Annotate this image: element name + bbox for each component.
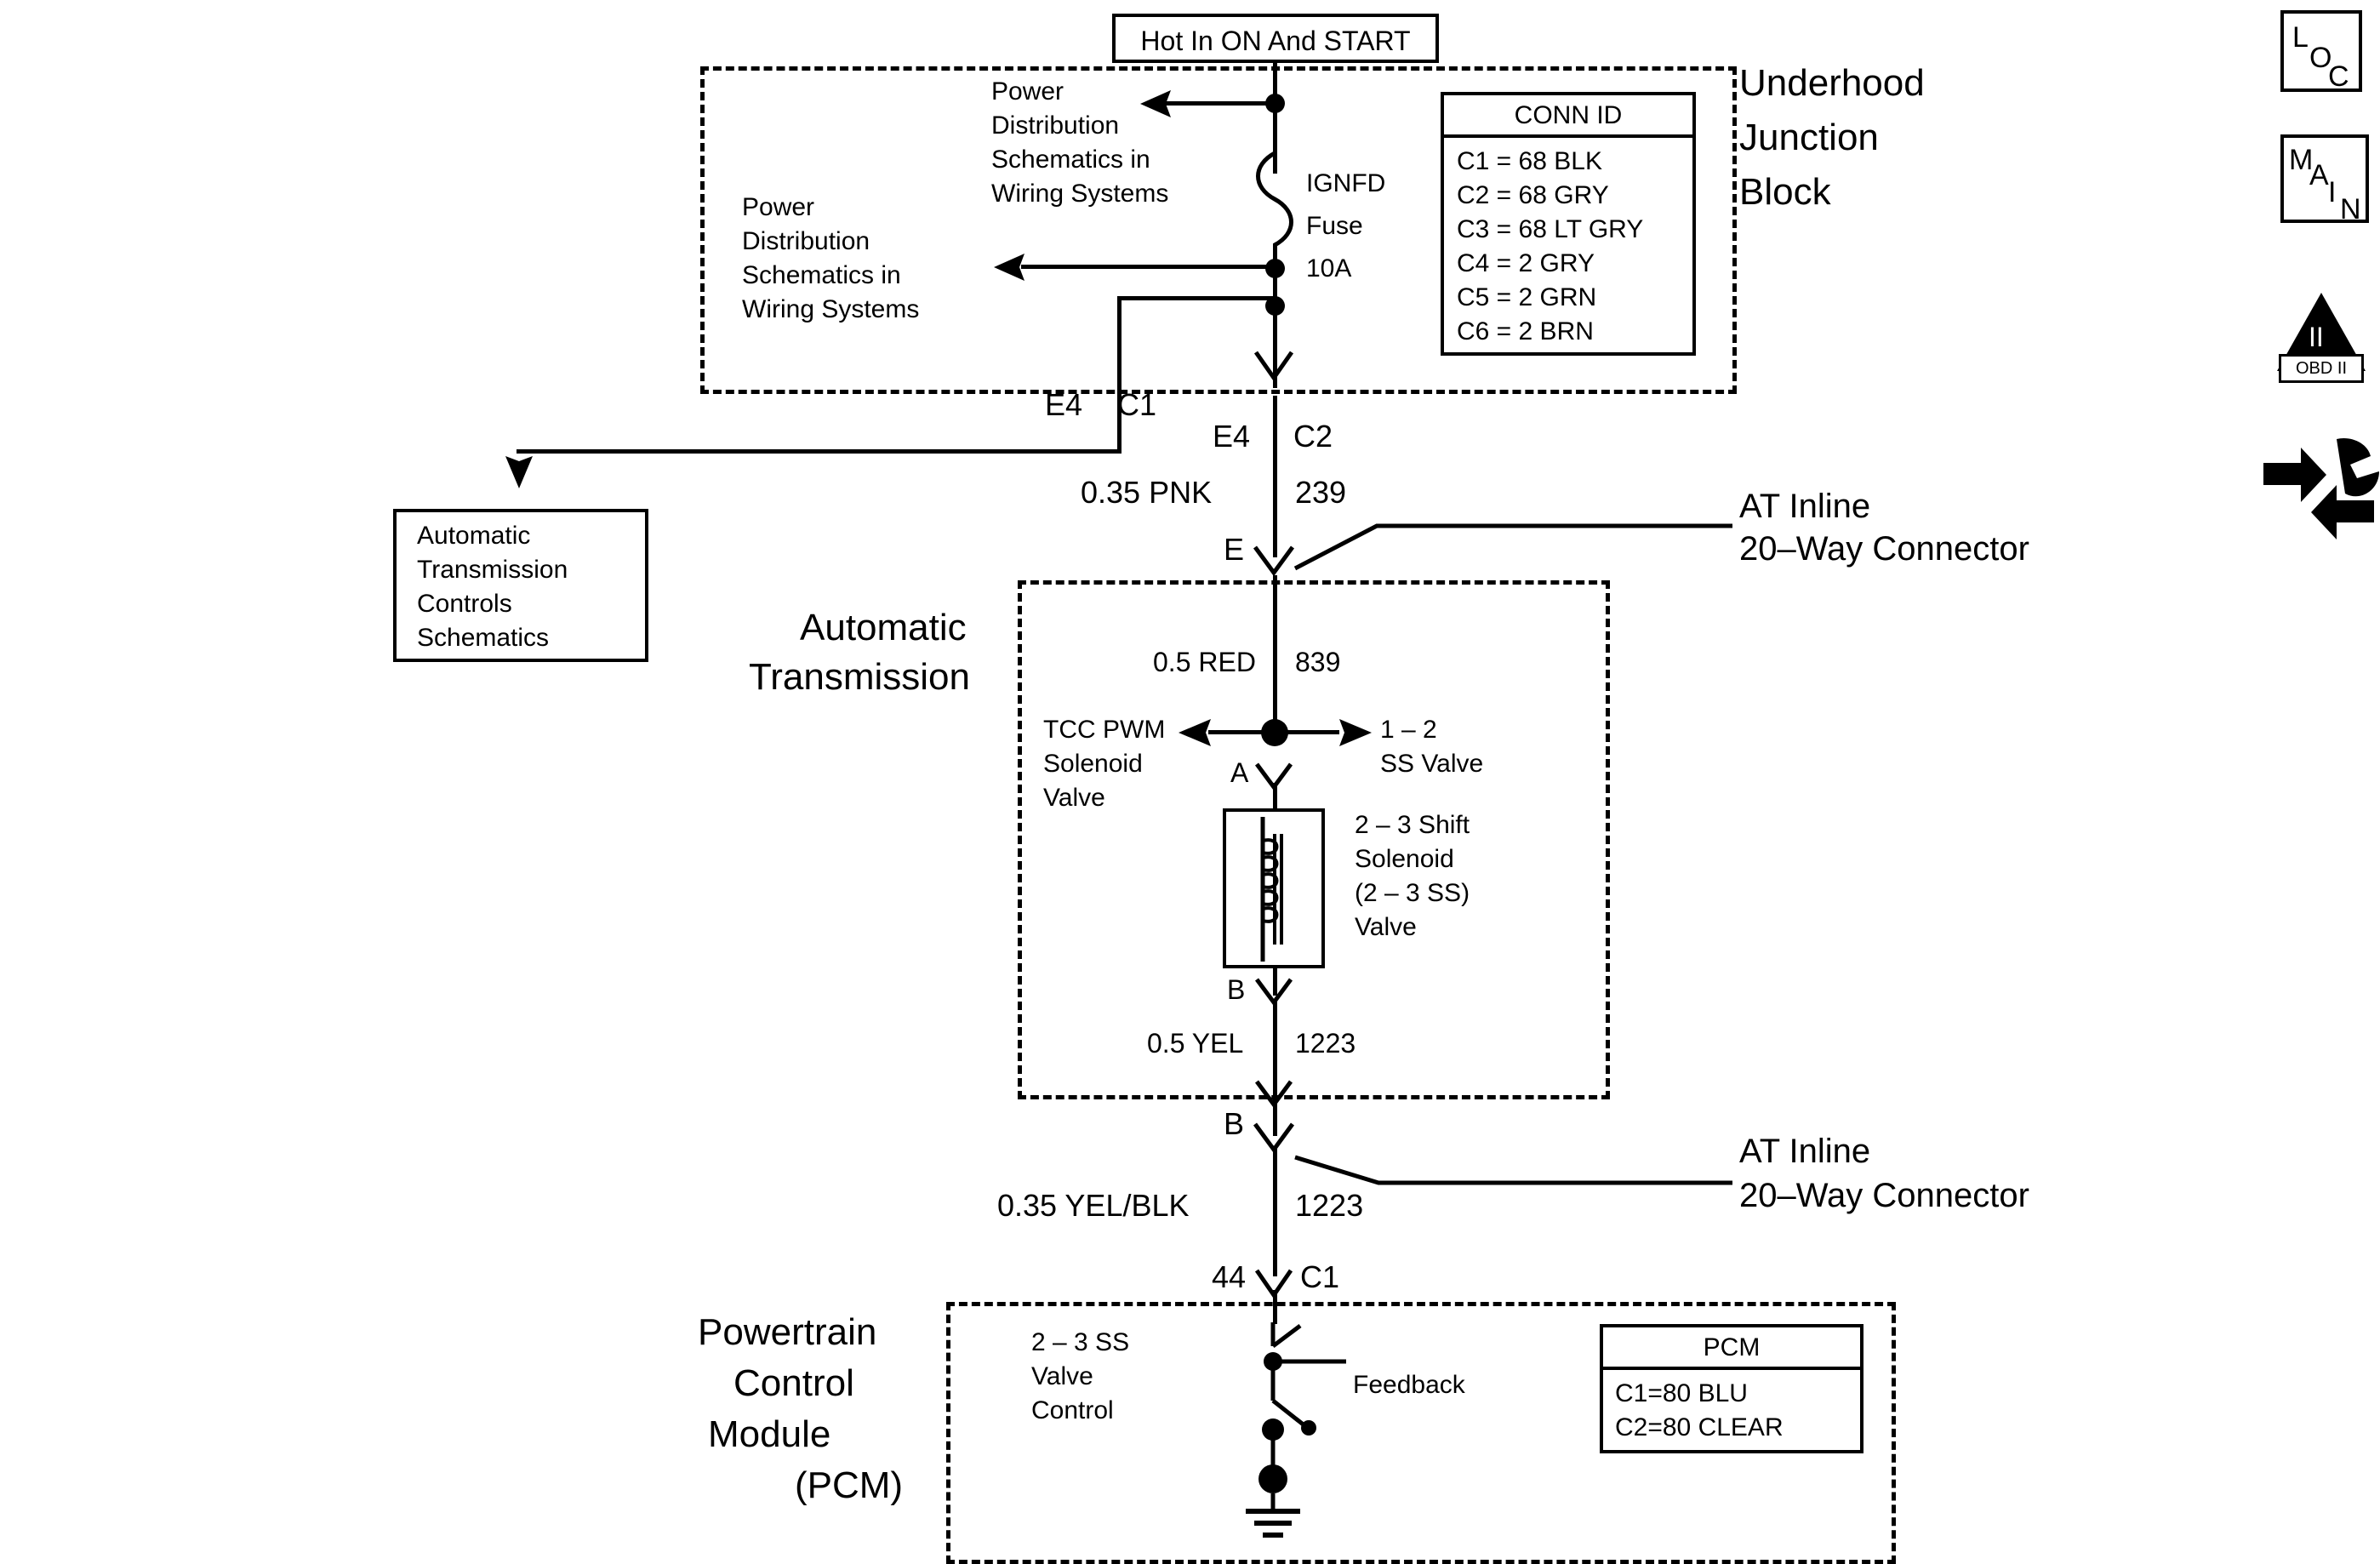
obd-ii-label: OBD II: [2295, 359, 2347, 378]
wire-pin-a-to-solenoid: [1273, 783, 1277, 810]
power-dist-branch-top-wire: [1166, 101, 1275, 106]
pcm-conn-row-0: C1=80 BLU: [1615, 1379, 1748, 1407]
at-inline-top-label-2: 20–Way Connector: [1739, 530, 2029, 568]
pin-label-c1-pcm: C1: [1300, 1259, 1340, 1294]
power-dist-ref-left-line1: Power: [742, 193, 815, 221]
at-inline-top-label-1: AT Inline: [1739, 488, 1871, 525]
solenoid-label-3: (2 – 3 SS): [1355, 879, 1470, 907]
pcm-label-1: Powertrain: [698, 1311, 877, 1353]
at-controls-line4: Schematics: [417, 624, 550, 652]
loc-icon-letter-c: C: [2328, 60, 2349, 93]
automatic-transmission-label-1: Automatic: [800, 607, 967, 648]
solenoid-label-2: Solenoid: [1355, 845, 1454, 873]
pcm-conn-header: PCM: [1703, 1333, 1761, 1361]
at-controls-line3: Controls: [417, 590, 512, 618]
e4-c1-branch-horizontal: [1117, 296, 1275, 300]
obd-ii-roman: II: [2309, 322, 2324, 352]
pcm-control-label-1: 2 – 3 SS: [1031, 1328, 1130, 1356]
e4-c1-branch-vertical: [1117, 296, 1122, 454]
automatic-transmission-label-2: Transmission: [749, 656, 970, 698]
tcc-pwm-label-1: TCC PWM: [1043, 716, 1166, 744]
wire-yel-1223: [1273, 1000, 1277, 1136]
solenoid-label-4: Valve: [1355, 913, 1417, 941]
power-dist-ref-top-line1: Power: [991, 77, 1064, 106]
conn-id-header-divider: [1441, 134, 1696, 138]
underhood-junction-block-label-1: Underhood: [1739, 62, 1925, 104]
wire-yelblk-1223: [1273, 1149, 1277, 1276]
conn-id-row-2: C3 = 68 LT GRY: [1457, 215, 1644, 243]
underhood-junction-block-label-3: Block: [1739, 171, 1831, 213]
ss-valve-arrow-right: [1336, 717, 1372, 748]
ignfd-fuse-rating: 10A: [1306, 254, 1352, 283]
ignfd-fuse-symbol: [1242, 153, 1310, 247]
hot-in-on-start-label: Hot In ON And START: [1140, 26, 1411, 56]
at-controls-line1: Automatic: [417, 522, 531, 550]
pin-label-a: A: [1230, 757, 1249, 788]
tcc-pwm-label-2: Solenoid: [1043, 750, 1143, 778]
loc-icon-letter-o: O: [2309, 42, 2332, 74]
loc-icon-letter-l: L: [2292, 21, 2309, 54]
pin-label-c2: C2: [1293, 419, 1333, 454]
pin-label-e4-c1: E4: [1045, 387, 1083, 422]
pcm-label-2: Control: [733, 1362, 854, 1404]
tcc-pwm-label-3: Valve: [1043, 784, 1105, 812]
ss-valve-branch-wire: [1273, 730, 1339, 734]
wire-label-yelblk-1223-number: 1223: [1295, 1188, 1364, 1223]
ignfd-fuse-name: IGNFD: [1306, 169, 1386, 197]
wire-label-pnk-239-number: 239: [1295, 475, 1347, 510]
power-dist-ref-left-line4: Wiring Systems: [742, 295, 920, 323]
solenoid-label-1: 2 – 3 Shift: [1355, 811, 1470, 839]
pcm-driver-symbol: [1234, 1317, 1353, 1555]
main-icon-letter-i: I: [2328, 176, 2337, 208]
pcm-conn-row-1: C2=80 CLEAR: [1615, 1413, 1784, 1441]
connector-label-b: B: [1224, 1106, 1245, 1141]
ignfd-fuse-type: Fuse: [1306, 212, 1363, 240]
wire-label-yelblk-1223: 0.35 YEL/BLK: [997, 1188, 1190, 1223]
pcm-control-label-2: Valve: [1031, 1362, 1093, 1390]
solenoid-coil-symbol: [1258, 817, 1297, 962]
conn-id-row-4: C5 = 2 GRN: [1457, 283, 1597, 311]
power-dist-arrow-left: [994, 252, 1028, 283]
e4-c1-branch-to-box: [517, 449, 1121, 454]
power-dist-ref-left-line3: Schematics in: [742, 261, 901, 289]
ss-valve-label-2: SS Valve: [1380, 750, 1484, 778]
connector-chevron-e4-c2: [1253, 349, 1295, 383]
tcc-branch-wire: [1208, 730, 1275, 734]
at-inline-bottom-label-1: AT Inline: [1739, 1133, 1871, 1170]
wire-label-red-839-number: 839: [1295, 647, 1341, 677]
pcm-control-label-3: Control: [1031, 1396, 1114, 1424]
pin-label-e4-c2: E4: [1213, 419, 1251, 454]
connector-label-e: E: [1224, 532, 1245, 567]
ss-valve-label-1: 1 – 2: [1380, 716, 1437, 744]
wire-label-red-839: 0.5 RED: [1153, 647, 1256, 677]
conn-id-row-5: C6 = 2 BRN: [1457, 317, 1594, 345]
power-dist-ref-top-line3: Schematics in: [991, 146, 1150, 174]
wire-label-yel-1223: 0.5 YEL: [1147, 1028, 1244, 1059]
at-inline-bottom-label-2: 20–Way Connector: [1739, 1177, 2029, 1214]
conn-id-row-1: C2 = 68 GRY: [1457, 181, 1609, 209]
conn-id-row-3: C4 = 2 GRY: [1457, 249, 1595, 277]
main-icon-letter-m: M: [2289, 144, 2314, 176]
tcc-arrow-left: [1179, 717, 1214, 748]
pcm-feedback-label: Feedback: [1353, 1371, 1465, 1399]
at-controls-line2: Transmission: [417, 556, 568, 584]
main-icon-letter-a: A: [2309, 159, 2329, 191]
conn-id-header: CONN ID: [1514, 101, 1623, 129]
main-icon-letter-n: N: [2340, 193, 2361, 225]
pin-label-44: 44: [1212, 1259, 1247, 1294]
at-controls-arrow: [504, 449, 534, 488]
at-inline-top-leader: [1276, 494, 1736, 570]
pcm-conn-header-divider: [1600, 1367, 1863, 1370]
power-dist-arrow-top: [1140, 88, 1174, 119]
pcm-label-4: (PCM): [795, 1464, 904, 1506]
wire-label-pnk-239: 0.35 PNK: [1081, 475, 1213, 510]
pin-label-c1: C1: [1117, 387, 1157, 422]
pcm-label-3: Module: [708, 1413, 831, 1455]
tools-icon[interactable]: [2255, 434, 2380, 545]
power-dist-branch-left-wire: [1021, 265, 1275, 269]
conn-id-row-0: C1 = 68 BLK: [1457, 147, 1602, 175]
at-box-exit-chevron: [1254, 1079, 1293, 1108]
wire-red-839: [1273, 575, 1277, 733]
underhood-junction-block-label-2: Junction: [1739, 117, 1879, 158]
power-dist-ref-top-line4: Wiring Systems: [991, 180, 1169, 208]
power-dist-ref-left-line2: Distribution: [742, 227, 870, 255]
power-dist-ref-top-line2: Distribution: [991, 111, 1120, 140]
pin-label-b-transmission: B: [1227, 974, 1246, 1005]
wire-label-yel-1223-number: 1223: [1295, 1028, 1356, 1059]
